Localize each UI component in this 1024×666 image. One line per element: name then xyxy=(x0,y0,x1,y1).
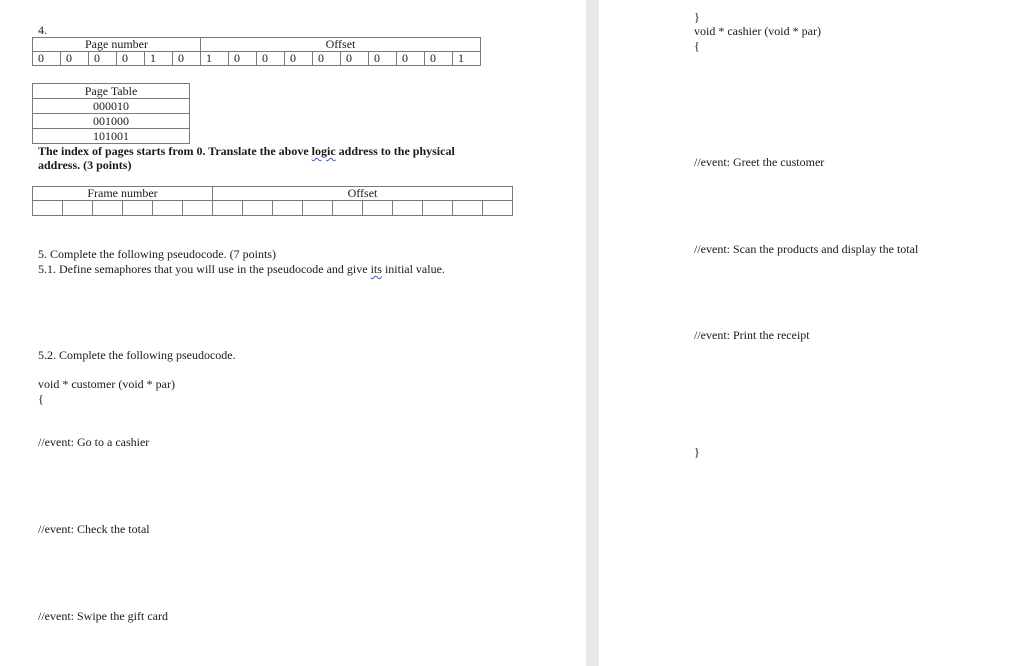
offset-header: Offset xyxy=(213,187,513,201)
bit-cell: 0 xyxy=(397,52,425,66)
cashier-close-brace: } xyxy=(694,445,700,459)
bit-cell: 0 xyxy=(89,52,117,66)
question-5-2: 5.2. Complete the following pseudocode. xyxy=(38,348,236,362)
bit-cell: 1 xyxy=(145,52,173,66)
bit-cell: 0 xyxy=(257,52,285,66)
bit-cell: 0 xyxy=(285,52,313,66)
answer-cell[interactable] xyxy=(63,201,93,216)
page-table-title: Page Table xyxy=(33,84,190,99)
bit-cell: 0 xyxy=(425,52,453,66)
bit-cell: 0 xyxy=(313,52,341,66)
logic-address-table xyxy=(32,37,481,66)
event-comment: //event: Go to a cashier xyxy=(38,435,150,449)
cashier-open-brace: { xyxy=(694,39,700,53)
cashier-function-signature: void * cashier (void * par) xyxy=(694,24,821,38)
answer-cell[interactable] xyxy=(183,201,213,216)
bit-cell: 0 xyxy=(173,52,201,66)
offset-header: Offset xyxy=(201,38,481,52)
question-4-instruction: The index of pages starts from 0. Translate the above logic address to the physical xyxy=(38,144,455,158)
bit-cell: 0 xyxy=(61,52,89,66)
customer-function-signature: void * customer (void * par) xyxy=(38,377,175,391)
question-4-instruction-cont: address. (3 points) xyxy=(38,158,132,172)
page-table-entry: 001000 xyxy=(33,114,190,129)
question-4-number: 4. xyxy=(38,23,47,37)
page-table-entry: 101001 xyxy=(33,129,190,144)
answer-cell[interactable] xyxy=(213,201,243,216)
question-5-title: 5. Complete the following pseudocode. (7 points) xyxy=(38,247,276,261)
physical-address-table[interactable] xyxy=(32,186,513,216)
answer-cell[interactable] xyxy=(303,201,333,216)
page-table xyxy=(32,83,190,144)
answer-cell[interactable] xyxy=(393,201,423,216)
customer-open-brace: { xyxy=(38,392,44,406)
event-comment: //event: Print the receipt xyxy=(694,328,810,342)
event-comment: //event: Greet the customer xyxy=(694,155,825,169)
answer-cell[interactable] xyxy=(123,201,153,216)
answer-cell[interactable] xyxy=(423,201,453,216)
bit-cell: 0 xyxy=(33,52,61,66)
bit-cell: 0 xyxy=(117,52,145,66)
bit-cell: 0 xyxy=(341,52,369,66)
page-divider xyxy=(586,0,599,666)
answer-cell[interactable] xyxy=(93,201,123,216)
page-number-header: Page number xyxy=(33,38,201,52)
frame-number-header: Frame number xyxy=(33,187,213,201)
bit-cell: 1 xyxy=(453,52,481,66)
answer-cell[interactable] xyxy=(153,201,183,216)
event-comment: //event: Check the total xyxy=(38,522,150,536)
answer-cell[interactable] xyxy=(333,201,363,216)
bit-cell: 1 xyxy=(201,52,229,66)
document-page-right xyxy=(599,0,1024,666)
question-5-1: 5.1. Define semaphores that you will use in the pseudocode and give its initial value. xyxy=(38,262,445,276)
answer-cell[interactable] xyxy=(363,201,393,216)
answer-cell[interactable] xyxy=(453,201,483,216)
bit-cell: 0 xyxy=(369,52,397,66)
answer-cell[interactable] xyxy=(273,201,303,216)
event-comment: //event: Swipe the gift card xyxy=(38,609,168,623)
answer-cell[interactable] xyxy=(33,201,63,216)
answer-cell[interactable] xyxy=(483,201,513,216)
customer-close-brace: } xyxy=(694,10,700,24)
page-table-entry: 000010 xyxy=(33,99,190,114)
answer-cell[interactable] xyxy=(243,201,273,216)
event-comment: //event: Scan the products and display the total xyxy=(694,242,919,256)
bit-cell: 0 xyxy=(229,52,257,66)
